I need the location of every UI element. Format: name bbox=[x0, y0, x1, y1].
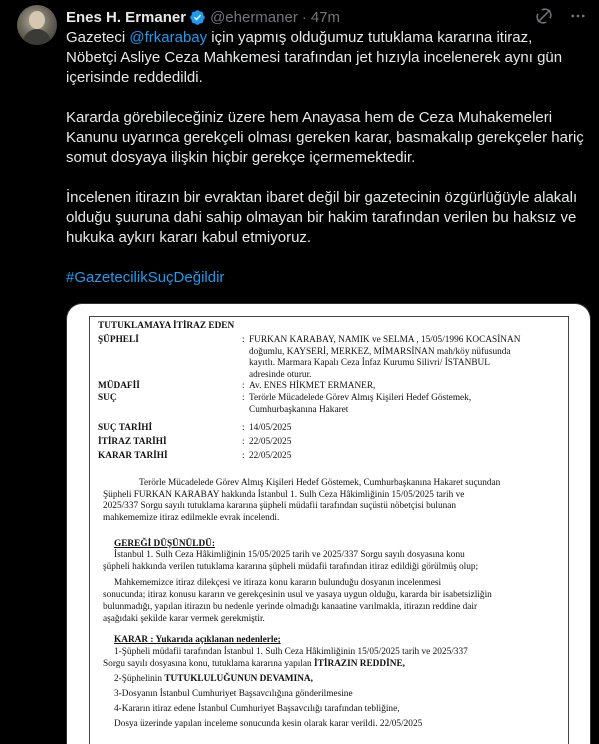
doc-verdict-text: 2-Şüphelinin bbox=[114, 674, 165, 684]
tweet-header bbox=[66, 7, 587, 27]
reasoning-heading: GEREĞİ DÜŞÜNÜLDÜ: bbox=[114, 539, 215, 549]
doc-field-value: 22/05/2025 bbox=[249, 451, 292, 461]
doc-intro-line: mahkememize itiraz edilmekle evrak incelendi. bbox=[103, 512, 280, 523]
hashtag-link[interactable]: #GazetecilikSuçDeğildir bbox=[66, 269, 225, 286]
doc-reasoning-line: aşağıdaki şekilde karar vermek gerekmiştir. bbox=[103, 614, 265, 624]
doc-verdict-line bbox=[114, 647, 468, 659]
avatar-head-shape bbox=[29, 11, 45, 29]
tweet-paragraph-3: İncelenen itirazın bir evraktan ibaret değil bir gazetecinin özgürlüğüyle alakalı olduğu şuuruna dahi sahip olmayan bir hakim tarafından verilen bu haksız ve hukuka aykırı kararı kabul etmiyoruz. bbox=[66, 189, 578, 246]
doc-intro-line: Terörle Mücadelede Görev Almış Kişileri Hedef Göstemek, Cumhurbaşkanına Hakaret suçundan bbox=[139, 478, 501, 488]
doc-field-value: 22/05/2025 bbox=[249, 437, 292, 447]
doc-verdict-bold: İTİRAZIN REDDİNE, bbox=[314, 659, 405, 669]
tweet-timestamp[interactable]: 47m bbox=[310, 8, 341, 26]
doc-intro-line: Şüpheli FURKAN KARABAY hakkında İstanbul 1. Sulh Ceza Hâkimliğinin 15/05/2025 tarih ve bbox=[103, 489, 465, 500]
doc-verdict-line bbox=[114, 674, 313, 686]
author-handle[interactable]: @ehermaner bbox=[210, 8, 298, 26]
author-name[interactable]: Enes H. Ermaner bbox=[66, 8, 187, 26]
mention-link[interactable]: @frkarabay bbox=[129, 29, 208, 46]
doc-field-value: 14/05/2025 bbox=[249, 423, 292, 433]
doc-reasoning-line: İstanbul 1. Sulh Ceza Hâkimliğinin 15/05/2025 tarih ve 2025/337 Sorgu sayılı dosyasına konu bbox=[114, 550, 465, 560]
doc-field-value: adresinde oturur. bbox=[249, 369, 312, 380]
doc-verdict-line bbox=[114, 704, 400, 716]
doc-field-separator: : bbox=[242, 393, 245, 403]
doc-field-separator: : bbox=[242, 381, 245, 391]
verdict-heading: KARAR : Yukarıda açıklanan nedenlerle; bbox=[114, 635, 281, 645]
doc-title: TUTUKLAMAYA İTİRAZ EDEN bbox=[98, 321, 235, 331]
doc-verdict-line bbox=[103, 659, 405, 671]
doc-field-value: doğumlu, KAYSERİ, MERKEZ, MİMARSİNAN mah/köy nüfusunda bbox=[249, 346, 511, 357]
doc-field-label: SUÇ bbox=[98, 393, 117, 403]
doc-field-label: İTİRAZ TARİHİ bbox=[98, 437, 167, 447]
doc-verdict-bold: TUTUKLULUĞUNUN DEVAMINA, bbox=[164, 674, 313, 684]
doc-field-separator: : bbox=[242, 451, 245, 461]
separator-dot: · bbox=[301, 8, 307, 26]
doc-field-separator: : bbox=[242, 423, 245, 433]
header-actions bbox=[535, 7, 587, 30]
grok-icon[interactable] bbox=[535, 7, 553, 30]
tweet-paragraph-4 bbox=[66, 268, 586, 288]
doc-field-label: SUÇ TARİHİ bbox=[98, 423, 153, 433]
doc-reasoning-line: şüpheli hakkında verilen tutuklama kararına şüpheli müdafii tarafından itiraz edildiği görülmüş olup; bbox=[103, 562, 479, 572]
tweet-paragraph-1 bbox=[66, 28, 586, 88]
doc-verdict-line bbox=[114, 719, 422, 731]
doc-verdict-text: Sorgu sayılı dosyasına konu, tutuklama kararına yapılan bbox=[103, 659, 315, 669]
doc-field-value: kayıtlı. Marmara Kapalı Ceza İnfaz Kurumu Silivri/ İSTANBUL bbox=[249, 358, 490, 369]
doc-field-value: Av. ENES HİKMET ERMANER, bbox=[249, 381, 376, 391]
tweet-p1-prefix: Gazeteci bbox=[66, 29, 130, 46]
doc-field-value: Cumhurbaşkanına Hakaret bbox=[249, 404, 349, 415]
doc-field-label: KARAR TARİHİ bbox=[98, 451, 168, 461]
verified-badge-icon bbox=[189, 9, 206, 26]
tweet-p1-suffix: için yapmış olduğumuz tutuklama kararına itiraz, Nöbetçi Asliye Ceza Mahkemesi tarafından jet hızıyla incelenerek aynı gün içerisinde reddedildi. bbox=[66, 29, 563, 86]
doc-reasoning-line: sonucunda; itiraz konusu kararın ve gerekçesinin usul ve yasaya uygun olduğu, kararda bir isabetsizliğin bbox=[103, 590, 492, 600]
doc-field-label: MÜDAFİİ bbox=[98, 381, 140, 391]
avatar-body-shape bbox=[23, 29, 51, 45]
court-document bbox=[89, 316, 567, 744]
doc-field-label: ŞÜPHELİ bbox=[98, 335, 139, 345]
doc-intro-line: 2025/337 Sorgu sayılı tutuklama kararına şüpheli müdafii tarafından suçüstü nöbetçisi bulunan bbox=[103, 501, 457, 512]
author-avatar[interactable] bbox=[17, 5, 57, 45]
doc-verdict-text: Dosya üzerinde yapılan inceleme sonucunda kesin olarak karar verildi. 22/05/2025 bbox=[114, 719, 423, 729]
more-icon[interactable] bbox=[569, 7, 587, 30]
doc-field-separator: : bbox=[242, 437, 245, 447]
doc-field-separator: : bbox=[242, 335, 245, 345]
doc-verdict-line bbox=[114, 689, 353, 701]
tweet-paragraph-2: Kararda görebileceğiniz üzere hem Anayasa hem de Ceza Muhakemeleri Kanunu uyarınca gerekçeli olması gereken karar, basmakalıp gerekçeler hariç somut dosyaya ilişkin hiçbir gerekçe içermemektedir. bbox=[66, 109, 584, 166]
doc-reasoning-line: Mahkememizce itiraz dilekçesi ve itiraza konu kararın bulunduğu dosyanın incelenmesi bbox=[114, 578, 442, 588]
tweet-text bbox=[66, 28, 586, 308]
doc-verdict-text: 3-Dosyanın İstanbul Cumhuriyet Başsavcılığına gönderilmesine bbox=[114, 689, 353, 699]
doc-field-value: Terörle Mücadelede Görev Almış Kişileri Hedef Göstemek, bbox=[249, 393, 472, 403]
doc-verdict-text: 1-Şüpheli müdafii tarafından İstanbul 1. Sulh Ceza Hâkimliğinin 15/05/2025 tarih ve 2025/337 bbox=[114, 647, 468, 657]
doc-field-value: FURKAN KARABAY, NAMIK ve SELMA , 15/05/1996 KOCASİNAN bbox=[249, 335, 521, 345]
attached-document-image[interactable] bbox=[66, 303, 591, 744]
doc-reasoning-line: bulunmadığı, yapılan itirazın bu nedenle yerinde olmadığı kanaatine varılmakla, itirazın reddine dair bbox=[103, 602, 478, 612]
doc-verdict-text: 4-Kararın itiraz edene İstanbul Cumhuriyet Başsavcılığı tarafından tebliğine, bbox=[114, 704, 400, 714]
